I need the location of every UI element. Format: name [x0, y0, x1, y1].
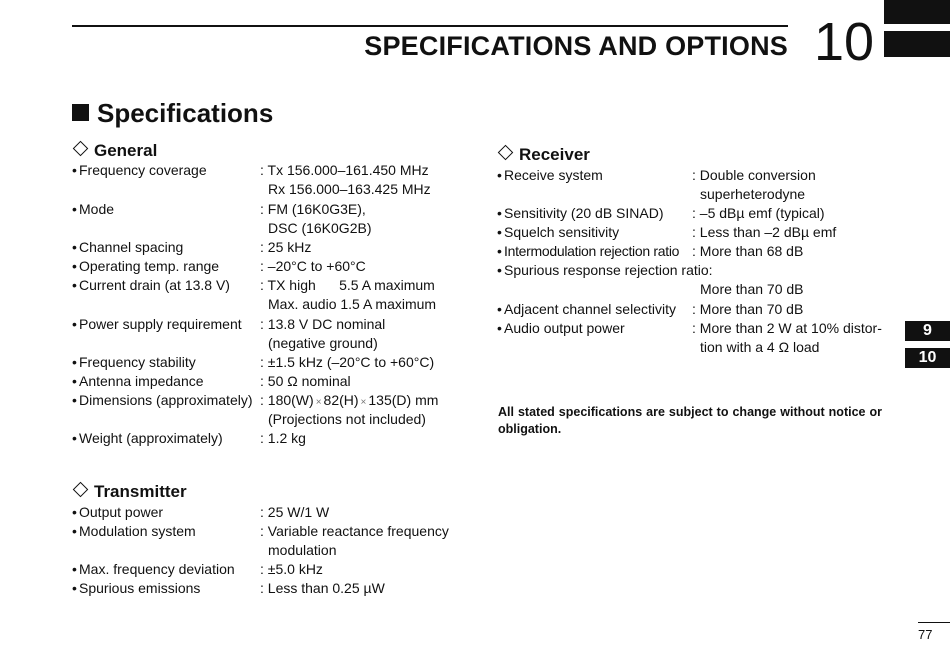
spec-value: : ±5.0 kHz	[260, 561, 323, 577]
page-number: 77	[918, 627, 933, 642]
spec-value: : Double conversion	[692, 167, 816, 183]
footer-rule	[918, 622, 950, 623]
spec-value-cont: More than 70 dB	[700, 281, 804, 297]
spec-value: : Less than –2 dBµ emf	[692, 224, 837, 240]
disclaimer-note: All stated specifications are subject to change without notice or obligation.	[498, 405, 882, 436]
spec-value: : ±1.5 kHz (–20°C to +60°C)	[260, 354, 435, 370]
spec-value: : 50 Ω nominal	[260, 373, 351, 389]
spec-value: : TX high 5.5 A maximum	[260, 277, 435, 293]
spec-value-cont: modulation	[268, 542, 337, 558]
general-heading: General	[72, 141, 157, 161]
spec-value: : 180(W) × 82(H) × 135(D) mm	[260, 392, 439, 408]
section-title	[72, 98, 273, 129]
side-tab-9[interactable]: 9	[905, 321, 950, 341]
spec-value-cont: superheterodyne	[700, 186, 806, 202]
spec-value: : 13.8 V DC nominal	[260, 316, 386, 332]
spec-value: : 25 W/1 W	[260, 504, 330, 520]
spec-row: • Operating temp. range	[72, 258, 220, 274]
spec-row: • Power supply requirement	[72, 316, 242, 332]
header-rule	[72, 25, 788, 27]
spec-value-cont: DSC (16K0G2B)	[268, 220, 372, 236]
spec-value: : 1.2 kg	[260, 430, 306, 446]
spec-row: • Adjacent channel selectivity	[497, 301, 676, 317]
spec-row: • Squelch sensitivity	[497, 224, 620, 240]
spec-value: : FM (16K0G3E),	[260, 201, 366, 217]
spec-row: • Modulation system	[72, 523, 196, 539]
side-tab-10[interactable]: 10	[905, 348, 950, 368]
spec-row: • Audio output power	[497, 320, 625, 336]
spec-row: • Max. frequency deviation	[72, 561, 235, 577]
spec-row: • Dimensions (approximately)	[72, 392, 253, 408]
diamond-icon	[73, 482, 89, 498]
spec-value-cont: (negative ground)	[268, 335, 378, 351]
spec-value: : Less than 0.25 µW	[260, 580, 385, 596]
spec-row: • Current drain (at 13.8 V)	[72, 277, 230, 293]
spec-value: : –5 dBµ emf (typical)	[692, 205, 825, 221]
square-bullet-icon	[72, 104, 89, 121]
header-tab-top	[884, 0, 950, 24]
spec-value: : More than 70 dB	[692, 301, 804, 317]
diamond-icon	[498, 145, 514, 161]
spec-row: • Mode	[72, 201, 115, 217]
spec-value: : –20°C to +60°C	[260, 258, 366, 274]
spec-value: : Tx 156.000–161.450 MHz	[260, 162, 429, 178]
spec-value-cont: tion with a 4 Ω load	[700, 339, 820, 355]
chapter-number: 10	[814, 12, 875, 72]
spec-row: • Intermodulation rejection ratio	[497, 243, 680, 259]
spec-row: • Spurious response rejection ratio:	[497, 262, 713, 278]
spec-value: : More than 68 dB	[692, 243, 804, 259]
spec-row: • Receive system	[497, 167, 603, 183]
section-title-text: Specifications	[97, 98, 274, 128]
receiver-heading: Receiver	[497, 145, 590, 165]
spec-row: • Antenna impedance	[72, 373, 204, 389]
spec-value-cont: (Projections not included)	[268, 411, 426, 427]
spec-row: • Spurious emissions	[72, 580, 201, 596]
spec-value: : Variable reactance frequency	[260, 523, 449, 539]
transmitter-heading: Transmitter	[72, 482, 187, 502]
spec-value: : 25 kHz	[260, 239, 312, 255]
diamond-icon	[73, 141, 89, 157]
spec-row: • Frequency stability	[72, 354, 196, 370]
spec-row: • Sensitivity (20 dB SINAD)	[497, 205, 664, 221]
spec-value-cont: Max. audio 1.5 A maximum	[268, 296, 437, 312]
spec-row: • Output power	[72, 504, 164, 520]
header-tab-bottom	[884, 31, 950, 57]
chapter-title: SPECIFICATIONS AND OPTIONS	[364, 31, 788, 61]
spec-row: • Weight (approximately)	[72, 430, 223, 446]
spec-value-cont: Rx 156.000–163.425 MHz	[268, 181, 431, 197]
spec-value: : More than 2 W at 10% distor-	[692, 320, 882, 336]
spec-row: • Channel spacing	[72, 239, 184, 255]
spec-row: • Frequency coverage	[72, 162, 207, 178]
